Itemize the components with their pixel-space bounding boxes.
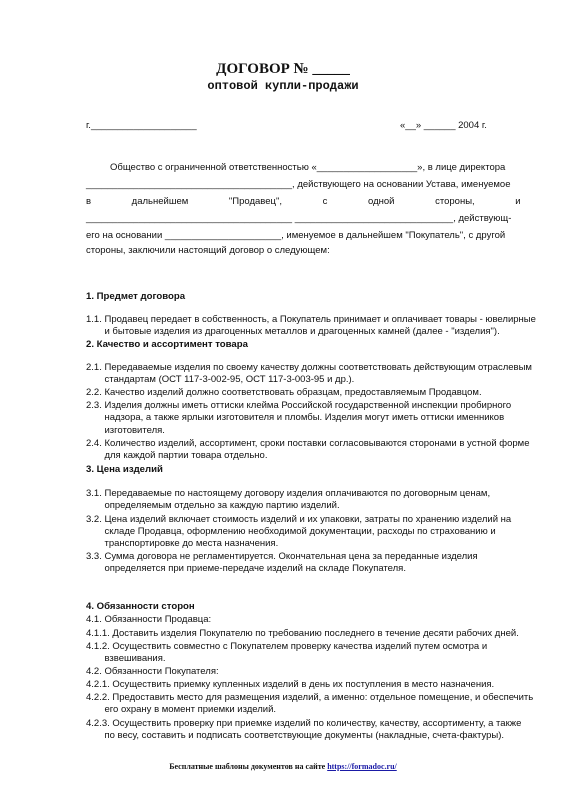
clause-line: для каждой партии товара отдельно. (86, 450, 268, 461)
clause-line: 4.2. Обязанности Покупателя: (86, 666, 219, 677)
clause-line: 4.1. Обязанности Продавца: (86, 614, 212, 625)
preamble-line: стороны, заключили настоящий договор о следующем: (86, 245, 330, 256)
clause-line: транспортировке до места назначения. (86, 538, 279, 549)
footer-link[interactable]: https://formadoc.ru/ (327, 762, 397, 771)
clause-line: 2.3. Изделия должны иметь оттиски клейма Российской государственной инспекции пробирного (86, 400, 512, 411)
footer (0, 762, 566, 771)
clause-line: 2.2. Качество изделий должно соответствовать образцам, предоставляемым Продавцом. (86, 387, 482, 398)
preamble-line: Общество с ограниченной ответственностью «___________________», в лице директора (110, 162, 506, 173)
clause-line: 3.1. Передаваемые по настоящему договору изделия оплачиваются по договорным ценам, (86, 488, 491, 499)
clause-line: определяется при приеме-передаче изделий на складе Покупателя. (86, 563, 406, 574)
clause-line: его охрану в момент приемки изделий. (86, 704, 277, 715)
preamble-line: _______________________________________, действующего на основании Устава, именуемое (86, 179, 511, 190)
clause-line: 4.2.3. Осуществить проверку при приемке изделий по количеству, качеству, ассортименту, а также (86, 718, 522, 729)
date-field: «__» ______ 2004 г. (400, 120, 487, 131)
preamble-line: _______________________________________ ______________________________, действующ- (86, 213, 512, 224)
clause-line: 3.2. Цена изделий включает стоимость изделий и их упаковки, затраты по хранению изделий на (86, 514, 512, 525)
clause-line: определяемым отдельно за каждую партию изделий. (86, 500, 340, 511)
clause-line: 4.1.2. Осуществить совместно с Покупателем проверку качества изделий путем осмотра и (86, 641, 488, 652)
clause-line: 4.1.1. Доставить изделия Покупателю по требованию последнего в течение десяти рабочих дней. (86, 628, 519, 639)
document-subtitle: оптовой купли-продажи (207, 79, 359, 93)
preamble-line: в дальнейшем "Продавец", с одной стороны, и (86, 196, 521, 207)
document-title: ДОГОВОР № _____ (216, 61, 350, 77)
section-heading: 3. Цена изделий (86, 464, 163, 475)
section-heading: 4. Обязанности сторон (86, 601, 195, 612)
clause-line: 2.4. Количество изделий, ассортимент, сроки поставки согласовываются сторонами в устной форме (86, 438, 530, 449)
clause-line: и бытовые изделия из драгоценных металлов и драгоценных камней (далее - "изделия"). (86, 326, 500, 337)
clause-line: 4.2.2. Предоставить место для размещения изделий, а именно: отдельное помещение, и обеспечить (86, 692, 534, 703)
clause-line: изготовителя. (86, 425, 165, 436)
clause-line: взвешивания. (86, 653, 166, 664)
clause-line: по весу, составить и подписать соответствующие документы (накладные, счета-фактуры). (86, 730, 505, 741)
footer-text: Бесплатные шаблоны документов на сайте (169, 762, 328, 771)
section-heading: 1. Предмет договора (86, 291, 186, 302)
preamble-line: его на основании ______________________, именуемое в дальнейшем "Покупатель", с другой (86, 230, 506, 241)
clause-line: 3.3. Сумма договора не регламентируется. Окончательная цена за переданные изделия (86, 551, 478, 562)
clause-line: стандартам (ОСТ 117-3-002-95, ОСТ 117-3-003-95 и др.). (86, 374, 355, 385)
city-field: г.____________________ (86, 120, 197, 131)
section-heading: 2. Качество и ассортимент товара (86, 339, 248, 350)
clause-line: 2.1. Передаваемые изделия по своему качеству должны соответствовать действующим отраслевым (86, 362, 532, 373)
clause-line: 1.1. Продавец передает в собственность, а Покупатель принимает и оплачивает товары - ювелирные (86, 314, 536, 325)
clause-line: надзора, а также ярлыки изготовителя и пломбы. Изделия могут иметь оттиски именников (86, 412, 505, 423)
clause-line: 4.2.1. Осуществить приемку купленных изделий в день их поступления в место назначения. (86, 679, 495, 690)
clause-line: складе Продавца, оформлению необходимой документации, расходы по страхованию и (86, 526, 496, 537)
